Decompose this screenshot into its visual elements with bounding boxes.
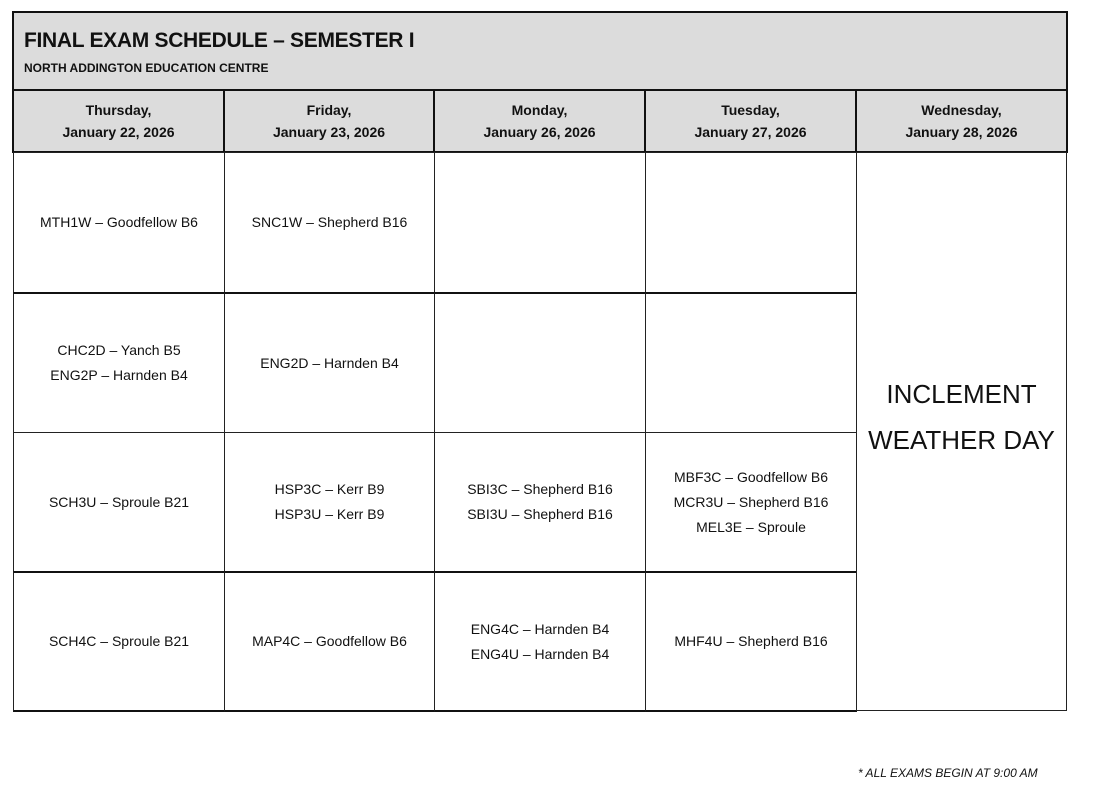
weekday: Friday, [306, 102, 352, 118]
exam-cell [434, 292, 646, 433]
exam-entry: MBF3C – Goodfellow B6 [673, 468, 829, 485]
inclement-weather-day-cell [856, 152, 1067, 711]
schedule-title-banner [12, 11, 1068, 91]
exam-cell [224, 292, 435, 433]
weekday: Tuesday, [721, 102, 780, 118]
day-header-tuesday [644, 89, 857, 153]
exam-cell [434, 432, 646, 572]
exam-cell [224, 432, 435, 572]
exam-entry: MAP4C – Goodfellow B6 [252, 633, 407, 649]
exam-entry: MCR3U – Shepherd B16 [673, 493, 829, 510]
exam-cell [645, 292, 857, 433]
day-header-thursday [12, 89, 225, 153]
exam-cell [13, 571, 225, 712]
exam-entry: SBI3C – Shepherd B16 [467, 481, 613, 497]
exam-cell [645, 432, 857, 572]
exam-entry: ENG2P – Harnden B4 [50, 367, 188, 383]
exam-cell [13, 432, 225, 572]
exam-entry: MEL3E – Sproule [696, 518, 806, 535]
exam-entry: ENG2D – Harnden B4 [260, 354, 399, 371]
exam-entry: CHC2D – Yanch B5 [57, 342, 181, 358]
exam-entry: SCH4C – Sproule B21 [48, 633, 190, 649]
weather-line: INCLEMENT [886, 378, 1037, 409]
exam-entry: HSP3U – Kerr B9 [274, 506, 385, 522]
date: January 26, 2026 [483, 124, 596, 140]
exam-entry: ENG4C – Harnden B4 [470, 620, 610, 637]
page-title: FINAL EXAM SCHEDULE – SEMESTER I [24, 29, 415, 52]
weekday: Wednesday, [921, 102, 1002, 118]
exam-entry: ENG4U – Harnden B4 [470, 645, 610, 662]
exam-entry: MTH1W – Goodfellow B6 [40, 214, 198, 230]
weekday: Monday, [511, 102, 568, 118]
date: January 28, 2026 [905, 124, 1018, 140]
exam-cell [13, 152, 225, 293]
exam-entry: SBI3U – Shepherd B16 [467, 506, 613, 522]
exam-entry: SNC1W – Shepherd B16 [251, 214, 408, 230]
day-header-friday [223, 89, 435, 153]
footer-note: * ALL EXAMS BEGIN AT 9:00 AM [858, 766, 1038, 780]
date: January 27, 2026 [694, 124, 807, 140]
day-header-wednesday [855, 89, 1068, 153]
date: January 23, 2026 [272, 124, 386, 140]
exam-cell [13, 292, 225, 433]
school-name: NORTH ADDINGTON EDUCATION CENTRE [24, 61, 269, 75]
exam-cell [645, 571, 857, 712]
day-header-monday [433, 89, 646, 153]
exam-entry: SCH3U – Sproule B21 [48, 493, 190, 510]
weekday: Thursday, [85, 102, 152, 118]
exam-entry: MHF4U – Shepherd B16 [674, 633, 828, 649]
exam-entry: HSP3C – Kerr B9 [274, 481, 385, 497]
exam-cell [434, 152, 646, 293]
date: January 22, 2026 [62, 124, 175, 140]
exam-cell [645, 152, 857, 293]
exam-cell [224, 152, 435, 293]
exam-cell [434, 571, 646, 712]
weather-line: WEATHER DAY [868, 424, 1055, 455]
exam-cell [224, 571, 435, 712]
